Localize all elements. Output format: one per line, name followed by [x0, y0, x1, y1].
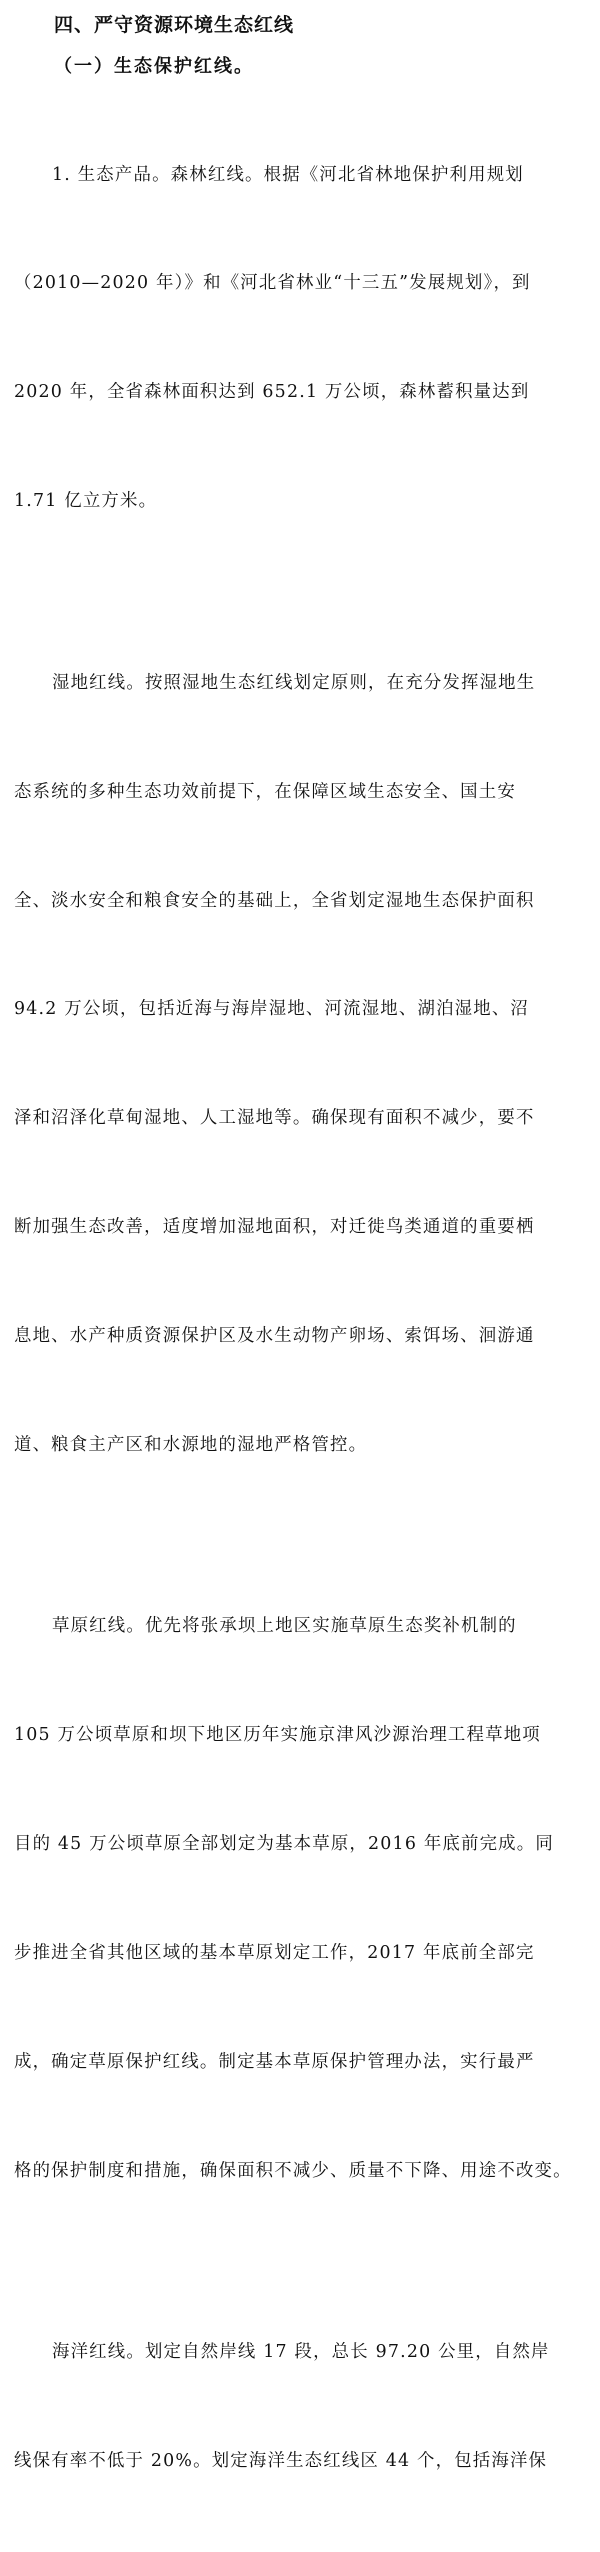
text-line: 道、粮食主产区和水源地的湿地严格管控。 — [14, 1434, 368, 1455]
text-line: 态系统的多种生态功效前提下，在保障区域生态安全、国土安 — [14, 781, 516, 802]
paragraph-grassland — [14, 1536, 588, 2262]
text-line: 线保有率不低于 20%。划定海洋生态红线区 44 个，包括海洋保 — [14, 2451, 548, 2472]
document-body — [14, 84, 588, 2552]
paragraph-ocean — [14, 2262, 588, 2552]
text-line: 步推进全省其他区域的基本草原划定工作，2017 年底前全部完 — [14, 1943, 535, 1964]
page-cutoff — [0, 848, 600, 858]
subsection-heading: （一）生态保护红线。 — [54, 56, 254, 77]
text-line: 息地、水产种质资源保护区及水生动物产卵场、索饵场、洄游通 — [14, 1326, 535, 1347]
text-line: 断加强生态改善，适度增加湿地面积，对迁徙鸟类通道的重要栖 — [14, 1217, 535, 1238]
text-line: 105 万公顷草原和坝下地区历年实施京津风沙源治理工程草地项 — [14, 1725, 541, 1746]
text-line: 1.71 亿立方米。 — [14, 491, 158, 512]
text-line: 2020 年，全省森林面积达到 652.1 万公顷，森林蓄积量达到 — [14, 382, 530, 403]
section-heading: 四、严守资源环境生态红线 — [54, 14, 295, 36]
text-line: 1. 生态产品。森林红线。根据《河北省林地保护利用规划 — [52, 164, 524, 185]
text-line: （2010—2020 年）》和《河北省林业“十三五”发展规划》，到 — [14, 273, 531, 294]
text-line: 94.2 万公顷，包括近海与海岸湿地、河流湿地、湖泊湿地、沼 — [14, 999, 530, 1020]
text-line: 成，确定草原保护红线。制定基本草原保护管理办法，实行最严 — [14, 2052, 535, 2073]
paragraph-forest — [14, 84, 588, 592]
text-line: 泽和沼泽化草甸湿地、人工湿地等。确保现有面积不减少，要不 — [14, 1108, 535, 1129]
text-line: 全、淡水安全和粮食安全的基础上，全省划定湿地生态保护面积 — [14, 890, 535, 911]
text-line: 湿地红线。按照湿地生态红线划定原则，在充分发挥湿地生 — [52, 672, 536, 693]
text-line: 草原红线。优先将张承坝上地区实施草原生态奖补机制的 — [52, 1616, 517, 1637]
text-line: 目的 45 万公顷草原全部划定为基本草原，2016 年底前完成。同 — [14, 1834, 554, 1855]
text-line: 格的保护制度和措施，确保面积不减少、质量不下降、用途不改变。 — [14, 2160, 572, 2181]
paragraph-wetland — [14, 592, 588, 1536]
text-line: 海洋红线。划定自然岸线 17 段，总长 97.20 公里，自然岸 — [52, 2342, 550, 2363]
